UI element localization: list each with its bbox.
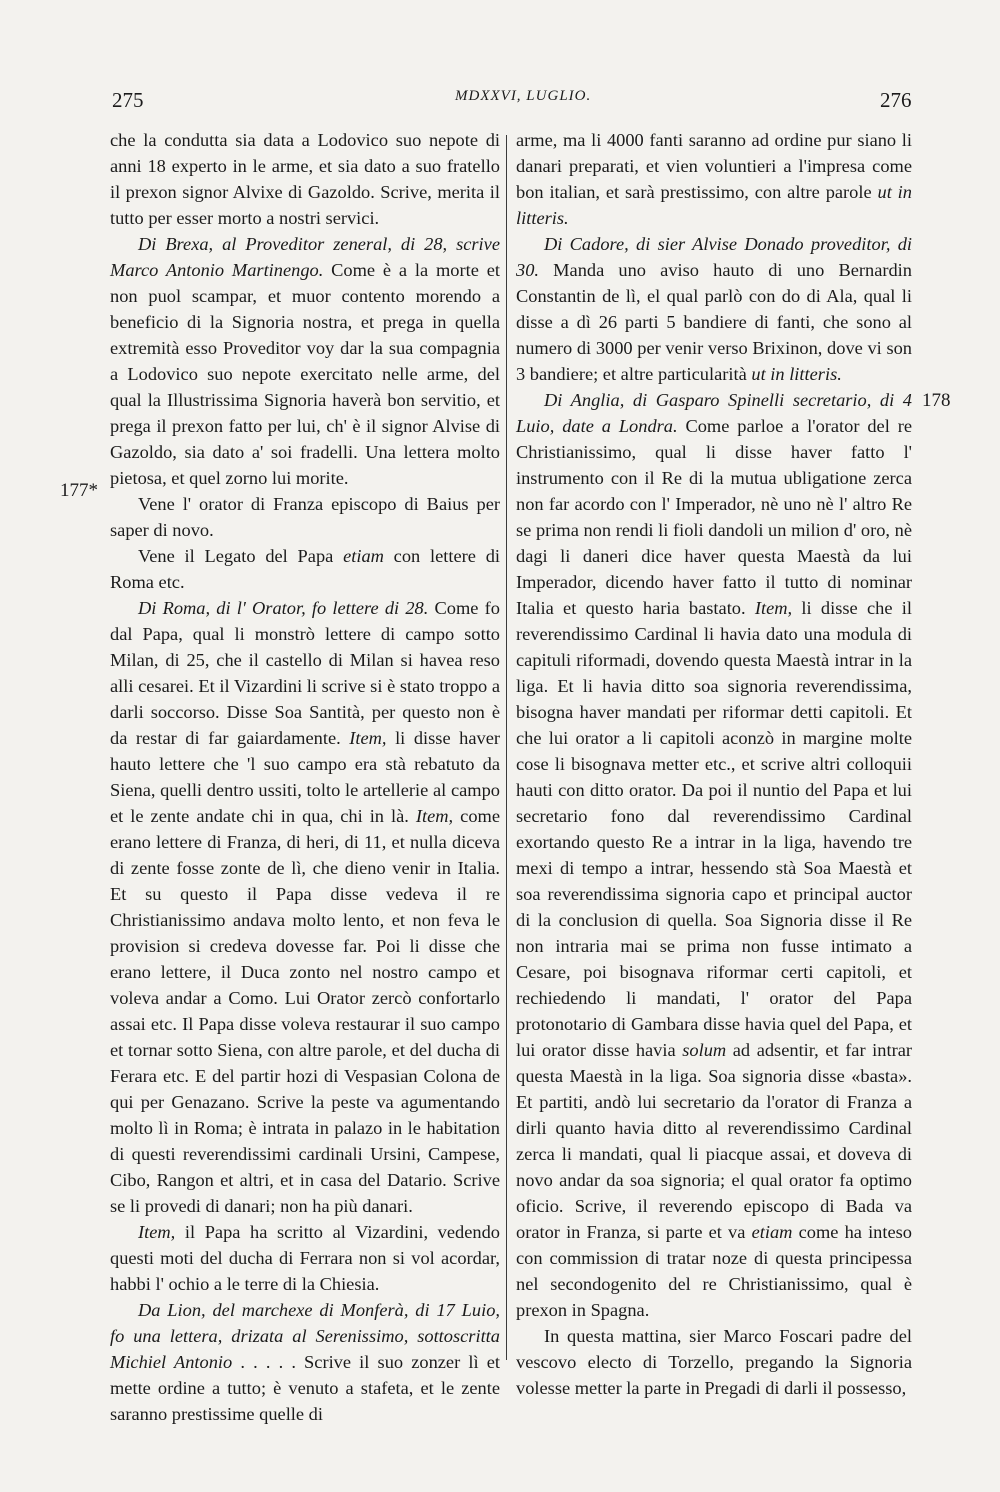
italic-run: Di Cadore, di sier Alvise Donado proveditor, di 30. [516,234,912,280]
text-run: In questa mattina, sier Marco Foscari padre del vescovo electo di Torzello, pregando la Signoria volesse metter la parte in Pregadi di darli il possesso, [516,1326,912,1398]
column-divider [506,135,507,1360]
text-run: Manda uno aviso hauto di uno Bernardin Constantin de lì, el qual parlò con do di Ala, qual li disse a dì 26 parti 5 bandiere di fanti, che sono al numero di 3000 per venir verso Brixinon, dove vi son 3 bandiere; et altre particularità [516,260,912,384]
italic-run: ut in litteris. [516,182,912,228]
italic-run: Item, [138,1222,176,1242]
paragraph [516,387,912,1323]
italic-run: etiam [751,1222,793,1242]
italic-run: Item, [349,728,387,748]
text-run: con lettere di Roma etc. [110,546,500,592]
page-number-right: 276 [880,88,912,112]
right-text-column [516,127,912,1401]
text-run: Come è a la morte et non puol scampar, et muor contento morendo a beneficio di la Signoria nostra, et prega in quella extremità esso Proveditor voy dar la sua compagnia a Lodovico suo nepote exercitato nelle arme, del qual la Illustrissima Signoria haverà bon servitio, et prega il prexon fatto per lui, ch' è il signor Alvise di Gazoldo, sia dato a' soi fradelli. Una lettera molto pietosa, et quel zorno lui morite. [110,260,500,488]
italic-run: Da Lion, del marchexe di Monferà, di 17 Luio, fo una lettera, drizata al Serenissimo, sottoscritta Michiel Antonio [110,1300,500,1372]
paragraph [516,127,912,231]
text-run: Vene il Legato del Papa [138,546,344,566]
italic-run: ut in litteris. [751,364,842,384]
margin-number-left: 177* [60,480,98,501]
running-title: MDXXVI, LUGLIO. [455,88,592,104]
italic-run: Item, [415,806,454,826]
italic-run: solum [682,1040,727,1060]
text-run: Vene l' orator di Franza episcopo di Baius per saper di novo. [110,494,500,540]
text-run: Come fo dal Papa, qual li monstrò lettere di campo sotto Milan, di 25, che il castello di Milan si havea reso alli cesarei. Et il Vizardini li scrive si è stato troppo a darli soccorso. Disse Soa Santità, per questo non è da restar di far gaiardamente. [110,598,500,748]
text-run: arme, ma li 4000 fanti saranno ad ordine pur siano li danari preparati, et vien voluntieri a l'impresa come bon italian, et sarà prestissimo, con altre parole [516,130,912,202]
italic-run: Di Anglia, di Gasparo Spinelli secretario, di 4 Luio, date a Londra. [516,390,912,436]
text-run: come erano lettere di Franza, di heri, di 11, et nulla diceva di zente fosse zonte de lì, che dieno venir in Italia. Et su questo il Papa disse vedeva il re Christianissimo andava molto lento, et non feva le provision si credeva dovesse far. Poi li disse che erano lettere, il Duca zonto nel nostro campo et voleva andar a Como. Lui Orator zercò confortarlo assai etc. Il Papa disse voleva restaurar il suo campo et tornar sotto Siena, con altre parole, et del ducha di Ferara etc. E del partir hozi di Vespasian Colona de qui per Genazano. Scrive la peste va agumentando molto lì in Roma; è intrata in palazo in le habitation di questi reverendissimi cardinali Ursini, Campese, Cibo, Rangon et altri, et in casa del Datario. Scrive se li provedi di danari; non ha più danari. [110,806,500,1216]
text-run: Come parloe a l'orator del re Christianissimo, qual li disse haver fatto l' instrumento con il Re di la mutua ubligatione zerca non far acordo con l' Imperador, nè uno nè l' altro Re se prima non rendi li fioli dandoli un milion d' oro, nè dagi li daneri dice haver questa Maestà da lui Imperador, dicendo haver fatto il tutto di nominar Italia et questo haria bastato. [516,416,912,618]
paragraph [516,1323,912,1401]
paragraph [110,595,500,1219]
paragraph [110,1219,500,1297]
text-run: il Papa ha scritto al Vizardini, vedendo questi moti del ducha di Ferrara non si vol acordar, habbi l' ochio a le terre di la Chiesia. [110,1222,500,1294]
text-run: li disse haver hauto lettere che 'l suo campo era stà rebatuto da Siena, quelli dentro ussiti, tolto le artellerie al campo et le zente andate chi in qua, chi in là. [110,728,500,826]
italic-run: Di Brexa, al Proveditor zeneral, di 28, scrive Marco Antonio Martinengo. [110,234,500,280]
paragraph [110,231,500,491]
italic-run: etiam [343,546,384,566]
text-run: che la condutta sia data a Lodovico suo nepote di anni 18 experto in le arme, et sia dato a suo fratello il prexon signor Alvixe di Gazoldo. Scrive, merita il tutto per esser morto a nostri servici. [110,130,500,228]
italic-run: Item, [754,598,793,618]
paragraph [110,543,500,595]
margin-number-right: 178 [922,390,951,411]
text-run: li disse che il reverendissimo Cardinal li havia dato una modula di capituli riformadi, dovendo questa Maestà intrar in la liga. Et li havia ditto soa signoria reverendissima, bisogna haver mandati per riformar detti capitoli. Et che lui orator a li capitoli aconzò in margine molte cose li bisognava metter etc., et scrive altri colloquii hauti con ditto orator. Da poi il nuntio del Papa et lui secretario fono dal reverendissimo Cardinal exortando questo Re a intrar in la liga, havendo tre mexi di tempo a intrar, hessendo stà Soa Maestà et soa reverendissima signoria capo et principal auctor di la conclusion di quella. Soa Signoria disse il Re non intraria mai se prima non fusse intimato a Cesare, poi bisognava riformar certi capitoli, et rechiedendo li mandati, l' orator del Papa protonotario di Gambara disse havia quel del Papa, et lui orator disse havia [516,598,912,1060]
text-run: ad adsentir, et far intrar questa Maestà in la liga. Soa signoria disse «basta». Et partiti, andò lui secretario da l'orator di Franza a dirli quanto havia ditto al reverendissimo Cardinal zerca li mandati, qual li piacque assai, et doveva di novo andar da soa signoria; el qual orator fa optimo oficio. Scrive, il reverendo episcopo di Bada va orator in Franza, si parte et va [516,1040,912,1242]
paragraph [516,231,912,387]
text-run: . . . . . Scrive il suo zonzer lì et mette ordine a tutto; è venuto a stafeta, et le zente saranno prestissime quelle di [110,1352,500,1424]
paragraph [110,491,500,543]
text-run: come ha inteso con commission di tratar noze di questa principessa nel secondogenito del re Christianissimo, qual è prexon in Spagna. [516,1222,913,1320]
paragraph [110,127,500,231]
page-number-left: 275 [112,88,144,112]
italic-run: Di Roma, di l' Orator, fo lettere di 28. [138,598,429,618]
left-text-column [110,127,500,1427]
paragraph [110,1297,500,1427]
